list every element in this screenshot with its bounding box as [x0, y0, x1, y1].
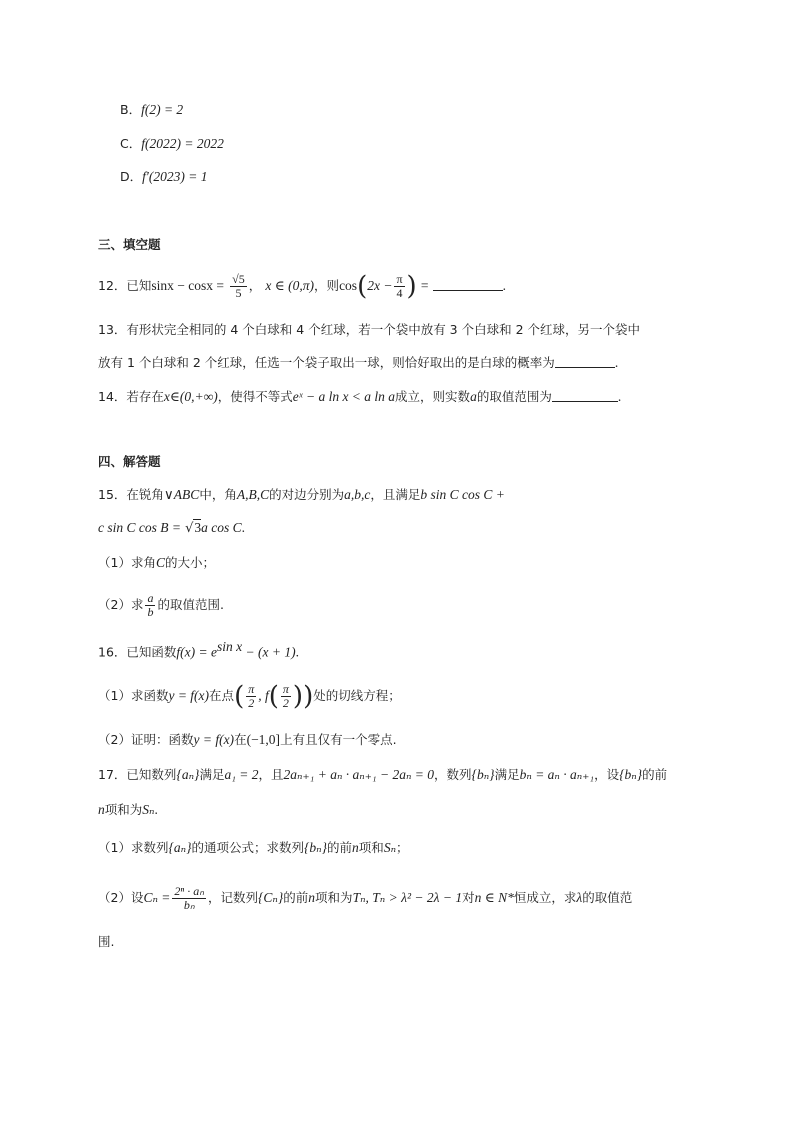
question-17-line1 [98, 765, 667, 786]
q17-p1-e: ； [396, 840, 409, 855]
q16-p1-expr: y = f(x) [168, 688, 210, 703]
q14-text2: ，使得不等式 [217, 389, 293, 404]
option-b-expr: f(2) = 2 [141, 102, 184, 117]
q12-period: . [502, 278, 506, 293]
q17-bn2: {bₙ} [619, 767, 643, 782]
q17-text5: 满足 [494, 767, 520, 782]
question-17-part1 [98, 838, 409, 859]
q12-inner: 2x − [367, 278, 393, 293]
q15-period: . [241, 520, 246, 535]
q12-domain: x ∈ (0,π) [265, 278, 315, 293]
question-17-part2 [98, 885, 632, 912]
q16-pi-2: π [282, 682, 289, 696]
q16-period: . [295, 644, 299, 660]
q17-l2-text: 项和为 [104, 802, 143, 817]
q15-angles: A,B,C [236, 487, 270, 502]
q13-answer-blank[interactable] [555, 355, 615, 368]
q17-recurrence: 2aₙ₊₁ + aₙ · aₙ₊₁ − 2aₙ = 0 [283, 767, 435, 782]
q15-triangle: ∨ABC [163, 487, 200, 502]
q17-frac-num: 2ⁿ · aₙ [174, 884, 204, 898]
q12-fraction [230, 273, 247, 300]
q17-bdef: bₙ = aₙ · aₙ₊₁ [519, 767, 595, 782]
q17-p1-an: {aₙ} [168, 840, 192, 855]
q12-text: 已知 [126, 278, 152, 293]
q15-number: 15． [98, 487, 127, 502]
option-d-label: D． [120, 169, 143, 184]
q17-fraction [172, 885, 206, 912]
q16-pi-frac-2 [281, 683, 291, 710]
q17-a1: a₁ = 2 [224, 767, 259, 782]
q12-expr1: sinx − cosx = [151, 278, 225, 293]
q17-an: {aₙ} [176, 767, 200, 782]
option-c-expr: f(2022) = 2022 [141, 136, 224, 151]
q17-text6: ，设 [594, 767, 620, 782]
q15-text1: 在锐角 [126, 487, 164, 502]
section-title-solve: 四、解答题 [98, 454, 161, 469]
q15-p1-post: 的大小； [164, 555, 215, 570]
q15-expr2: c sin C cos B = [98, 520, 181, 535]
q16-p1-f: , f [258, 688, 269, 703]
q14-text3: 成立，则实数 [395, 389, 471, 404]
q17-text2: 满足 [199, 767, 225, 782]
q14-answer-blank[interactable] [552, 389, 618, 402]
q14-var: a [470, 389, 477, 404]
q17-p1-bn: {bₙ} [304, 840, 328, 855]
option-c-label: C． [120, 136, 142, 151]
q16-p1-mid: 在点 [209, 688, 235, 703]
q16-pi-1: π [248, 682, 255, 696]
option-b-label: B． [120, 102, 142, 117]
q17-p1-n: n [352, 840, 359, 855]
q17-p1-s: Sₙ [383, 840, 397, 855]
q17-sn: Sₙ [142, 802, 155, 817]
q16-number: 16． [98, 644, 127, 660]
q16-expr-tail: − (x + 1) [242, 644, 296, 660]
q17-n: n [98, 802, 105, 817]
q15-sqrt3: 3 [194, 520, 202, 535]
q17-p2-cond: n ∈ N* [474, 890, 514, 905]
q15-p1-var: C [155, 555, 165, 570]
q14-domain: x∈(0,+∞) [163, 389, 218, 404]
q12-frac-den: 5 [235, 286, 242, 300]
q15-p2-post: 的取值范围. [157, 597, 224, 612]
question-16-part2 [98, 730, 397, 751]
option-c [120, 134, 224, 155]
q16-exponent: sin x [217, 639, 243, 654]
q12-pi-fraction [394, 273, 404, 300]
q15-expr3: a cos C [201, 520, 242, 535]
q17-p2-c2: 的前 [283, 890, 309, 905]
q17-p1-d: 项和 [358, 840, 384, 855]
option-d-expr: f′(2023) = 1 [142, 169, 208, 184]
q16-p2-interval: (−1,0] [246, 732, 281, 747]
q17-p2-cn: {Cₙ} [258, 890, 284, 905]
q16-p2-expr: y = f(x) [193, 732, 235, 747]
q12-cos: cos [339, 278, 358, 293]
q16-p2-mid: 在 [234, 732, 247, 747]
question-16-part1: （1）求函数y = f(x)在点( $\frac{\pi}{2}$ , f( $\frac{\pi}{2}$ ))处的切线方程； [98, 681, 401, 712]
q15-expr1: b sin C cos C + [420, 487, 505, 502]
q12-answer-blank[interactable] [433, 278, 503, 291]
q17-p2-d: 项和为 [315, 890, 353, 905]
q13-period: . [614, 355, 619, 370]
q17-p2-b: ，记数列 [207, 890, 258, 905]
q17-text7: 的前 [642, 767, 668, 782]
q15-frac-num: a [147, 591, 154, 605]
q17-p1-b: 的通项公式；求数列 [191, 840, 304, 855]
question-13-line2 [98, 353, 618, 374]
q16-expr: f(x) = e [176, 644, 218, 660]
q12-four: 4 [396, 286, 403, 300]
q17-p2-f: 恒成立，求 [513, 890, 577, 905]
option-b [120, 100, 183, 121]
q17-p1-c: 的前 [327, 840, 353, 855]
q14-period: . [617, 389, 622, 404]
q14-text1: 若存在 [126, 389, 164, 404]
question-13-line1: 13．有形状完全相同的 4 个白球和 4 个红球，若一个袋中放有 3 个白球和 2 个红球，另一个袋中 [98, 322, 641, 337]
q17-p2-n: n [308, 890, 316, 905]
q16-p2-post: 上有且仅有一个零点. [280, 732, 397, 747]
question-15-line1 [98, 485, 505, 506]
q16-p1-post: 处的切线方程； [313, 688, 401, 703]
option-d [120, 167, 207, 188]
q17-frac-den: bₙ [183, 898, 195, 912]
q17-p2-g: 的取值范 [582, 890, 633, 905]
q17-text1: 已知数列 [126, 767, 177, 782]
q15-frac-den: b [147, 605, 154, 619]
q15-text3: 的对边分别为 [269, 487, 345, 502]
q15-p1-pre: （1）求角 [98, 555, 156, 570]
q16-two-2: 2 [282, 696, 289, 710]
question-15-line2: c sin C cos B = √3a cos C. [98, 520, 246, 536]
q17-p1-a: （1）求数列 [98, 840, 169, 855]
q16-text1: 已知函数 [126, 644, 177, 660]
q12-pi: π [396, 272, 403, 286]
q12-text2: ，则 [314, 278, 340, 293]
question-12: 12．已知sinx − cosx = $\frac{√5}{5}$ ， x ∈ (0,π)，则cos(2x − $\frac{\pi}{4}$ ) = . [98, 271, 506, 302]
q17-p2-e: 对 [462, 890, 475, 905]
question-14 [98, 387, 621, 408]
q12-frac-num: √5 [232, 272, 245, 286]
q17-bn: {bₙ} [471, 767, 495, 782]
q16-p1-pre: （1）求函数 [98, 688, 169, 703]
q17-p2-a: （2）设 [98, 890, 144, 905]
section-title-fill-in: 三、填空题 [98, 237, 161, 252]
q16-pi-frac-1 [246, 683, 256, 710]
q14-inequality: eˣ − a ln x < a ln a [292, 389, 396, 404]
q15-sides: a,b,c [344, 487, 371, 502]
question-16 [98, 637, 299, 663]
q16-two-1: 2 [248, 696, 255, 710]
q14-number: 14． [98, 389, 127, 404]
q15-fraction [145, 592, 155, 619]
q15-text2: 中，角 [199, 487, 237, 502]
question-15-part1 [98, 553, 215, 574]
q13-text: 放有 1 个白球和 2 个红球，任选一个袋子取出一球，则恰好取出的是白球的概率为 [98, 355, 555, 370]
q12-equals: = [420, 278, 429, 293]
q17-p2-t: Tₙ, Tₙ > λ² − 2λ − 1 [352, 890, 463, 905]
q15-text4: ，且满足 [370, 487, 421, 502]
q17-text3: ，且 [258, 767, 284, 782]
q17-text4: ，数列 [434, 767, 472, 782]
question-15-part2 [98, 592, 224, 619]
question-17-part2-cont: 围. [98, 934, 115, 949]
question-17-line2 [98, 800, 158, 821]
q12-comma: ， [248, 278, 262, 293]
q16-p2-pre: （2）证明：函数 [98, 732, 194, 747]
q17-p2-c: Cₙ = [143, 890, 171, 905]
q17-period: . [154, 802, 158, 817]
q14-text4: 的取值范围为 [476, 389, 552, 404]
q17-number: 17． [98, 767, 127, 782]
q17-p2-lambda: λ [576, 890, 583, 905]
q12-number: 12． [98, 278, 127, 293]
q15-p2-pre: （2）求 [98, 597, 144, 612]
